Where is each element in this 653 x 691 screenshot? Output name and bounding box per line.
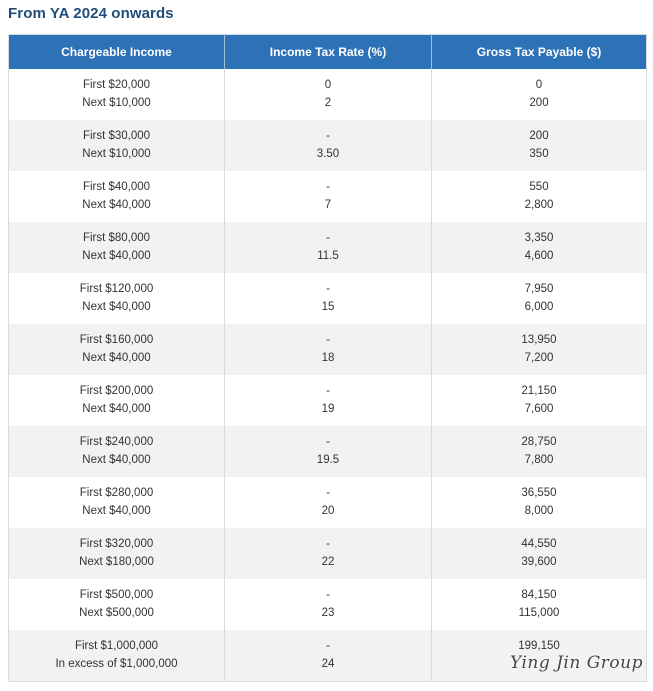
second-line: Next $40,000 xyxy=(82,504,151,517)
tax-rate-cell xyxy=(225,528,432,579)
tax-rate-cell xyxy=(225,375,432,426)
header-gross-tax-payable: Gross Tax Payable ($) xyxy=(432,35,647,70)
second-line: Next $40,000 xyxy=(82,453,151,466)
watermark-signature: Ying Jin Group xyxy=(510,653,643,673)
second-line: 7,200 xyxy=(524,351,554,364)
second-line: 23 xyxy=(321,606,335,619)
tax-rate-cell xyxy=(225,426,432,477)
chargeable-income-cell xyxy=(9,171,225,222)
chargeable-income-cell xyxy=(9,375,225,426)
first-line: First $80,000 xyxy=(82,232,151,244)
table-header-row xyxy=(9,35,647,70)
second-line: Next $10,000 xyxy=(82,147,151,160)
chargeable-income-cell xyxy=(9,579,225,630)
tax-rate-cell xyxy=(225,477,432,528)
first-line: - xyxy=(326,487,330,499)
second-line: Next $40,000 xyxy=(82,351,151,364)
table-row xyxy=(9,528,647,579)
first-line: - xyxy=(326,385,330,397)
table-row xyxy=(9,324,647,375)
gross-tax-cell xyxy=(432,69,647,120)
tax-rate-cell xyxy=(225,120,432,171)
gross-tax-cell xyxy=(432,120,647,171)
first-line: 0 xyxy=(535,79,543,91)
second-line: Next $500,000 xyxy=(79,606,154,619)
second-line: 2,800 xyxy=(524,198,554,211)
second-line: 350 xyxy=(529,147,549,160)
tax-rate-cell xyxy=(225,69,432,120)
tax-rate-cell xyxy=(225,273,432,324)
second-line: In excess of $1,000,000 xyxy=(55,657,178,670)
second-line: 39,600 xyxy=(521,555,557,568)
chargeable-income-cell xyxy=(9,528,225,579)
second-line: 2 xyxy=(324,96,332,109)
first-line: - xyxy=(326,232,330,244)
table-row xyxy=(9,273,647,324)
tax-rate-cell xyxy=(225,630,432,682)
second-line: Next $10,000 xyxy=(82,96,151,109)
first-line: - xyxy=(326,181,330,193)
first-line: 550 xyxy=(529,181,549,193)
table-row xyxy=(9,120,647,171)
tax-rate-cell xyxy=(225,171,432,222)
first-line: 36,550 xyxy=(521,487,557,499)
first-line: 3,350 xyxy=(524,232,554,244)
first-line: 0 xyxy=(324,79,332,91)
first-line: - xyxy=(326,640,330,652)
gross-tax-cell xyxy=(432,171,647,222)
gross-tax-cell xyxy=(432,375,647,426)
chargeable-income-cell xyxy=(9,222,225,273)
first-line: 7,950 xyxy=(524,283,554,295)
second-line: Next $40,000 xyxy=(82,249,151,262)
table-row xyxy=(9,426,647,477)
second-line: Next $40,000 xyxy=(82,198,151,211)
second-line: 22 xyxy=(321,555,335,568)
second-line: Next $180,000 xyxy=(79,555,154,568)
second-line: 200 xyxy=(529,96,549,109)
first-line: First $280,000 xyxy=(79,487,154,499)
table-row xyxy=(9,375,647,426)
table-row xyxy=(9,171,647,222)
second-line: Next $40,000 xyxy=(82,300,151,313)
first-line: First $20,000 xyxy=(82,79,151,91)
gross-tax-cell xyxy=(432,528,647,579)
first-line: First $120,000 xyxy=(79,283,154,295)
chargeable-income-cell xyxy=(9,426,225,477)
first-line: First $30,000 xyxy=(82,130,151,142)
second-line: 24 xyxy=(321,657,335,670)
second-line: 20 xyxy=(321,504,335,517)
first-line: First $160,000 xyxy=(79,334,154,346)
first-line: First $320,000 xyxy=(79,538,154,550)
second-line: 15 xyxy=(321,300,335,313)
table-row xyxy=(9,69,647,120)
table-row xyxy=(9,579,647,630)
chargeable-income-cell xyxy=(9,69,225,120)
header-chargeable-income: Chargeable Income xyxy=(9,35,225,70)
tax-rate-table xyxy=(8,34,647,682)
first-line: 21,150 xyxy=(521,385,557,397)
second-line: 19 xyxy=(321,402,335,415)
gross-tax-cell xyxy=(432,324,647,375)
second-line: Next $40,000 xyxy=(82,402,151,415)
first-line: - xyxy=(326,334,330,346)
chargeable-income-cell xyxy=(9,273,225,324)
first-line: 199,150 xyxy=(518,640,560,652)
first-line: - xyxy=(326,436,330,448)
gross-tax-cell xyxy=(432,222,647,273)
first-line: 200 xyxy=(529,130,549,142)
second-line: 19.5 xyxy=(316,453,340,466)
second-line: 18 xyxy=(321,351,335,364)
chargeable-income-cell xyxy=(9,630,225,682)
first-line: First $240,000 xyxy=(79,436,154,448)
first-line: 84,150 xyxy=(521,589,557,601)
second-line: 4,600 xyxy=(524,249,554,262)
first-line: - xyxy=(326,589,330,601)
gross-tax-cell xyxy=(432,273,647,324)
table-row xyxy=(9,222,647,273)
first-line: 13,950 xyxy=(521,334,557,346)
first-line: First $200,000 xyxy=(79,385,154,397)
first-line: - xyxy=(326,130,330,142)
second-line: 6,000 xyxy=(524,300,554,313)
second-line: 3.50 xyxy=(316,147,340,160)
gross-tax-cell xyxy=(432,579,647,630)
tax-rate-cell xyxy=(225,222,432,273)
chargeable-income-cell xyxy=(9,477,225,528)
header-income-tax-rate: Income Tax Rate (%) xyxy=(225,35,432,70)
tax-rate-cell xyxy=(225,579,432,630)
first-line: First $40,000 xyxy=(82,181,151,193)
first-line: - xyxy=(326,283,330,295)
gross-tax-cell xyxy=(432,426,647,477)
second-line: 11.5 xyxy=(317,249,339,262)
second-line: 7,800 xyxy=(524,453,554,466)
second-line: 8,000 xyxy=(524,504,554,517)
gross-tax-cell xyxy=(432,477,647,528)
chargeable-income-cell xyxy=(9,120,225,171)
first-line: First $500,000 xyxy=(79,589,154,601)
second-line: 115,000 xyxy=(518,606,560,619)
chargeable-income-cell xyxy=(9,324,225,375)
page-title: From YA 2024 onwards xyxy=(8,5,174,22)
first-line: First $1,000,000 xyxy=(74,640,159,652)
tax-rate-cell xyxy=(225,324,432,375)
table-row xyxy=(9,477,647,528)
second-line: 7 xyxy=(324,198,332,211)
first-line: 44,550 xyxy=(521,538,557,550)
second-line: 7,600 xyxy=(524,402,554,415)
first-line: - xyxy=(326,538,330,550)
first-line: 28,750 xyxy=(521,436,557,448)
